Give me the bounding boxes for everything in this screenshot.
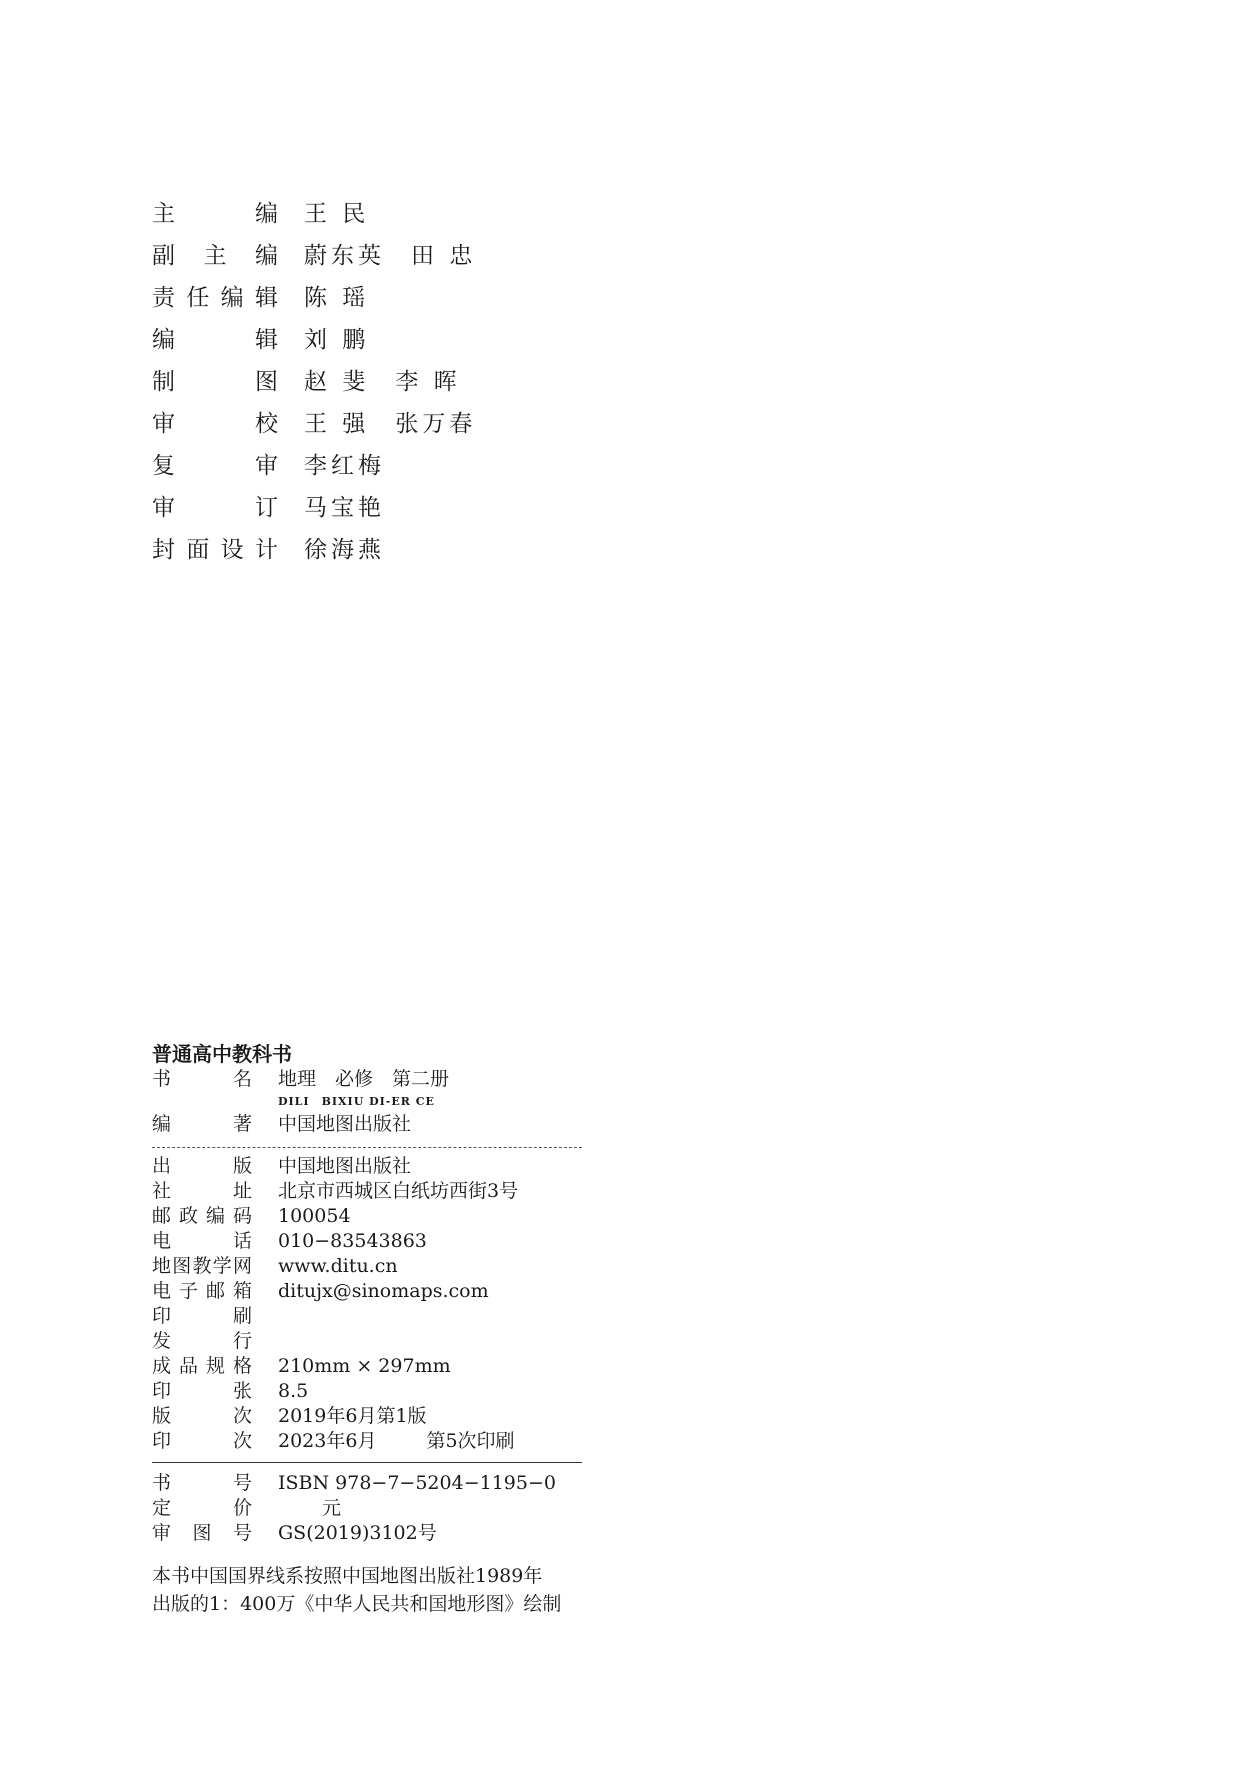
credit-row bbox=[152, 232, 502, 274]
website-row bbox=[152, 1254, 582, 1279]
pinyin-part: BIXIU DI-ER CE bbox=[321, 1095, 435, 1108]
credit-row bbox=[152, 190, 502, 232]
sheets: 8.5 bbox=[278, 1380, 309, 1402]
credit-role: 编 辑 bbox=[152, 326, 278, 353]
phone-label: 电 话 bbox=[152, 1230, 252, 1252]
publisher-row bbox=[152, 1154, 582, 1179]
credit-role: 封 面 设 计 bbox=[152, 536, 278, 563]
distributor-label: 发 行 bbox=[152, 1330, 252, 1352]
credit-role: 审 订 bbox=[152, 494, 278, 521]
price-unit: 元 bbox=[322, 1497, 342, 1519]
series-title: 普通高中教科书 bbox=[152, 1042, 292, 1066]
credit-row bbox=[152, 316, 502, 358]
credit-name: 李 晖 bbox=[395, 368, 461, 395]
isbn: ISBN 978−7−5204−1195−0 bbox=[278, 1472, 556, 1494]
phone-row bbox=[152, 1229, 582, 1254]
credit-role: 副 主 编 bbox=[152, 242, 278, 269]
edition: 2019年6月第1版 bbox=[278, 1405, 427, 1427]
email: ditujx@sinomaps.com bbox=[278, 1280, 489, 1302]
credit-row bbox=[152, 442, 502, 484]
credit-name: 王 民 bbox=[304, 200, 370, 227]
map-review-row bbox=[152, 1521, 582, 1546]
credit-names bbox=[304, 321, 395, 354]
printing bbox=[278, 1429, 515, 1454]
credit-names bbox=[304, 195, 395, 228]
sheets-row bbox=[152, 1379, 582, 1404]
printing-count: 第5次印刷 bbox=[426, 1430, 515, 1452]
postcode-row bbox=[152, 1204, 582, 1229]
note-line: 出版的1：400万《中华人民共和国地形图》绘制 bbox=[152, 1593, 562, 1615]
printing-row bbox=[152, 1429, 582, 1454]
credit-role: 复 审 bbox=[152, 452, 278, 479]
size-label: 成 品 规 格 bbox=[152, 1355, 252, 1377]
credit-names bbox=[304, 531, 411, 564]
compiler-label: 编 著 bbox=[152, 1113, 252, 1135]
sheets-label: 印 张 bbox=[152, 1380, 252, 1402]
note-line: 本书中国国界线系按照中国地图出版社1989年 bbox=[152, 1565, 543, 1587]
price-row bbox=[152, 1496, 582, 1521]
size: 210mm × 297mm bbox=[278, 1355, 451, 1377]
credit-name: 刘 鹏 bbox=[304, 326, 370, 353]
postcode-label: 邮 政 编 码 bbox=[152, 1205, 252, 1227]
credit-names bbox=[304, 363, 487, 396]
map-review-number: GS(2019)3102号 bbox=[278, 1522, 437, 1544]
credit-names bbox=[304, 405, 502, 438]
isbn-row bbox=[152, 1471, 582, 1496]
email-label: 电 子 邮 箱 bbox=[152, 1280, 252, 1302]
credit-row bbox=[152, 484, 502, 526]
credit-role: 制 图 bbox=[152, 368, 278, 395]
isbn-label: 书 号 bbox=[152, 1472, 252, 1494]
address-row bbox=[152, 1179, 582, 1204]
credit-name: 蔚东英 bbox=[304, 242, 385, 269]
credit-row bbox=[152, 274, 502, 316]
postcode: 100054 bbox=[278, 1205, 351, 1227]
book-name: 地理 必修 第二册 bbox=[278, 1068, 450, 1090]
credit-role: 责 任 编 辑 bbox=[152, 284, 278, 311]
compiler: 中国地图出版社 bbox=[278, 1113, 412, 1135]
credit-names bbox=[304, 447, 411, 480]
credit-row bbox=[152, 400, 502, 442]
address-label: 社 址 bbox=[152, 1180, 252, 1202]
credit-name: 马宝艳 bbox=[304, 494, 385, 521]
credit-name: 张万春 bbox=[395, 410, 477, 437]
website-label: 地 图 教 学 网 bbox=[152, 1255, 252, 1277]
price-label: 定 价 bbox=[152, 1497, 252, 1519]
email-row bbox=[152, 1279, 582, 1304]
credit-role: 主 编 bbox=[152, 200, 278, 227]
pinyin-part: DILI bbox=[278, 1095, 310, 1108]
edition-label: 版 次 bbox=[152, 1405, 252, 1427]
solid-divider bbox=[152, 1462, 582, 1463]
printer-row bbox=[152, 1304, 582, 1329]
editorial-credits bbox=[152, 190, 502, 568]
distributor-row bbox=[152, 1329, 582, 1354]
address: 北京市西城区白纸坊西街3号 bbox=[278, 1180, 519, 1202]
credit-names bbox=[304, 279, 395, 312]
book-name-pinyin bbox=[278, 1092, 582, 1112]
map-review-label: 审 图 号 bbox=[152, 1522, 252, 1544]
compiler-row bbox=[152, 1112, 582, 1137]
credit-row bbox=[152, 358, 502, 400]
credit-role: 审 校 bbox=[152, 410, 278, 437]
credit-name: 李红梅 bbox=[304, 452, 385, 479]
printing-date: 2023年6月 bbox=[278, 1430, 377, 1452]
price bbox=[278, 1496, 341, 1521]
edition-row bbox=[152, 1404, 582, 1429]
credit-names bbox=[304, 489, 411, 522]
credit-name: 赵 斐 bbox=[304, 368, 370, 395]
size-row bbox=[152, 1354, 582, 1379]
publisher-label: 出 版 bbox=[152, 1155, 252, 1177]
cip-data-block bbox=[152, 1042, 582, 1618]
boundary-note bbox=[152, 1562, 582, 1618]
printing-label: 印 次 bbox=[152, 1430, 252, 1452]
credit-name: 陈 瑶 bbox=[304, 284, 370, 311]
printer-label: 印 刷 bbox=[152, 1305, 252, 1327]
credit-row bbox=[152, 526, 502, 568]
phone: 010−83543863 bbox=[278, 1230, 427, 1252]
credit-name: 王 强 bbox=[304, 410, 370, 437]
credit-name: 徐海燕 bbox=[304, 536, 385, 563]
dashed-divider bbox=[152, 1147, 582, 1148]
website: www.ditu.cn bbox=[278, 1255, 398, 1277]
credit-name: 田 忠 bbox=[411, 242, 477, 269]
book-name-row bbox=[152, 1067, 582, 1092]
book-name-label: 书 名 bbox=[152, 1068, 252, 1090]
credit-names bbox=[304, 237, 502, 270]
publisher: 中国地图出版社 bbox=[278, 1155, 412, 1177]
